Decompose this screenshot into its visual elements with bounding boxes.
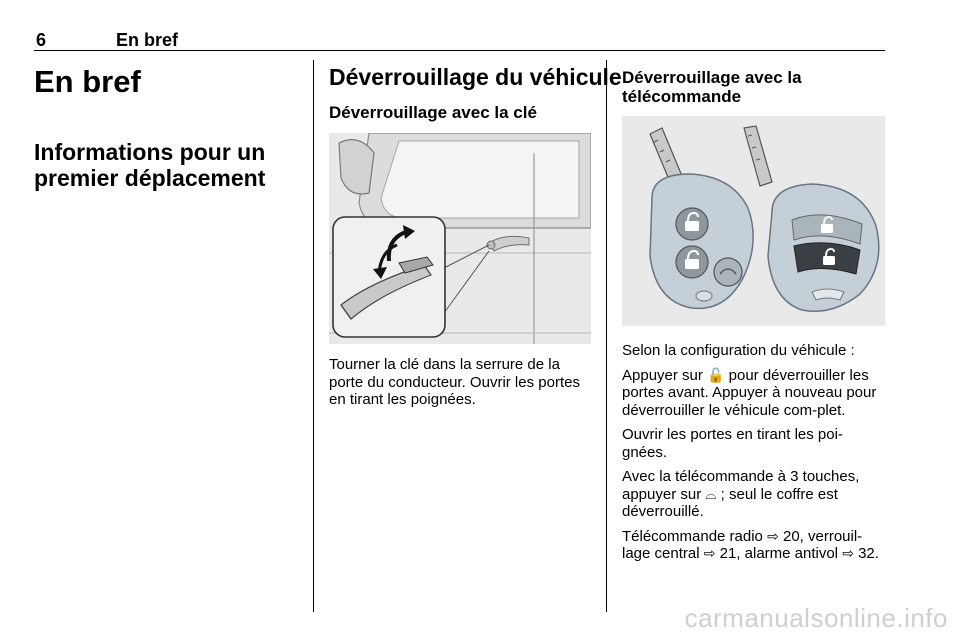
column-divider-1 (313, 60, 314, 612)
unlock-text-after: pour déverrouiller les portes avant. Appuyer à nouveau pour déverrouiller le véhicule com-plet. (622, 366, 877, 419)
remote-keys-drawing (622, 116, 885, 326)
page-number: 6 (36, 30, 47, 50)
watermark: carmanualsonline.info (684, 603, 948, 633)
paragraph-open-doors (622, 426, 886, 461)
unlock-with-key-heading: Déverrouillage avec la clé (329, 103, 537, 122)
unlock-text-before: Appuyer sur (622, 366, 708, 384)
paragraph-trunk-button (622, 468, 886, 521)
trunk-text-after: ; seul le coffre est déverrouillé. (622, 485, 838, 520)
page-reference-arrow-icon: ⇨ (703, 545, 716, 561)
column-divider-2 (606, 60, 607, 612)
unlock-icon: 🔓 (707, 366, 725, 383)
reference-text-c: 21, alarme antivol (715, 545, 843, 562)
paragraph-unlock-button (622, 367, 886, 420)
unlock-with-remote-text (622, 342, 886, 570)
paragraph-configuration (622, 342, 886, 360)
open-doors-text: Ouvrir les portes en tirant les poi-gnées. (622, 426, 843, 461)
page-reference-arrow-icon: ⇨ (767, 527, 779, 544)
running-title: En bref (116, 30, 179, 50)
unlock-with-remote-heading: Déverrouillage avec la télécommande (622, 68, 802, 106)
unlock-with-key-text: Tourner la clé dans la serrure de la porte du conducteur. Ouvrir les portes en tirant les poignées. (329, 356, 580, 408)
reference-text-d: 32. (853, 545, 879, 562)
chapter-title: En bref (34, 64, 141, 99)
reference-text-a: Télécommande radio (622, 527, 768, 545)
page-header (34, 28, 885, 51)
reference-text-b: 20, verrouil-lage central (622, 527, 863, 562)
section-title: Informations pour un premier déplacement (34, 139, 266, 191)
paragraph-references (622, 528, 886, 563)
trunk-text-before: Avec la télécommande à 3 touches, appuyer sur (622, 468, 860, 503)
configuration-text: Selon la configuration du véhicule : (622, 342, 855, 359)
door-lock-illustration (329, 133, 591, 344)
unlock-vehicle-heading: Déverrouillage du véhicule (329, 64, 622, 90)
page-reference-arrow-icon: ⇨ (842, 545, 854, 561)
door-lock-drawing (329, 133, 591, 344)
car-trunk-icon: ⌓ (705, 485, 717, 502)
remote-key-illustration (622, 116, 885, 326)
